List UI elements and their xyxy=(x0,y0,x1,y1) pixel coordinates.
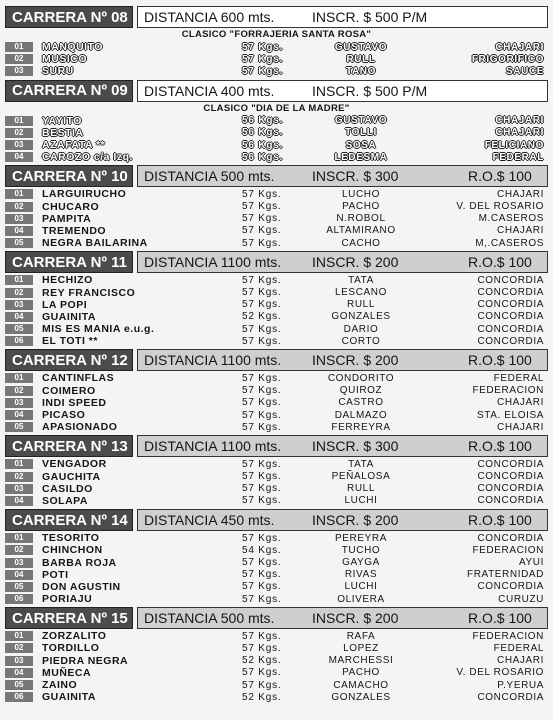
entry-row xyxy=(5,569,548,581)
horse-weight: 57 Kgs. xyxy=(242,225,282,237)
entry-number: 03 xyxy=(5,398,33,408)
horse-origin: M.CASEROS xyxy=(478,213,544,225)
entry-number: 03 xyxy=(5,66,33,76)
entry-number: 03 xyxy=(5,484,33,494)
horse-origin: CONCORDIA xyxy=(477,299,544,311)
entry-row xyxy=(5,397,548,409)
entry-row xyxy=(5,655,548,667)
race-subtitle: CLASICO "DIA DE LA MADRE" xyxy=(203,102,350,114)
horse-origin: FRIGORIFICO xyxy=(471,53,544,65)
horse-origin: CONCORDIA xyxy=(477,287,544,299)
entry-number: 03 xyxy=(5,656,33,666)
horse-origin: CHAJARI xyxy=(495,41,544,53)
jockey-name: ALTAMIRANO xyxy=(326,225,396,237)
race-ro: R.O.$ 100 xyxy=(468,512,532,529)
entry-number: 01 xyxy=(5,116,33,126)
entry-row xyxy=(5,201,548,213)
horse-origin: CONCORDIA xyxy=(477,691,544,703)
entry-number: 01 xyxy=(5,631,33,641)
horse-name: PIEDRA NEGRA xyxy=(42,654,129,667)
entry-row xyxy=(5,286,548,298)
entry-number: 03 xyxy=(5,558,33,568)
horse-origin: FELICIANO xyxy=(484,139,544,151)
horse-name: SURU xyxy=(42,65,74,78)
horse-weight: 57 Kgs. xyxy=(242,274,282,286)
race-block xyxy=(5,349,548,433)
horse-weight: 57 Kgs. xyxy=(242,483,282,495)
horse-name: EL TOTI ** xyxy=(42,335,98,348)
entry-row xyxy=(5,593,548,605)
entry-row xyxy=(5,139,548,151)
entry-number: 04 xyxy=(5,152,33,162)
horse-name: APASIONADO xyxy=(42,421,118,434)
entry-number: 04 xyxy=(5,312,33,322)
jockey-name: GAYGA xyxy=(342,557,380,569)
entry-number: 04 xyxy=(5,668,33,678)
race-inscription: INSCR. $ 300 xyxy=(312,438,399,455)
entry-number: 02 xyxy=(5,202,33,212)
horse-origin: FEDERACION xyxy=(472,630,544,642)
entry-number: 04 xyxy=(5,226,33,236)
race-inscription: INSCR. $ 500 P/M xyxy=(312,9,428,25)
entry-row xyxy=(5,115,548,127)
horse-origin: CHAJARI xyxy=(497,225,544,237)
horse-weight: 57 Kgs. xyxy=(242,323,282,335)
horse-weight: 57 Kgs. xyxy=(242,287,282,299)
horse-name: DON AGUSTIN xyxy=(42,580,121,593)
horse-name: MUSICO xyxy=(42,53,87,66)
race-header xyxy=(5,80,548,102)
entry-number: 02 xyxy=(5,386,33,396)
jockey-name: FERREYRA xyxy=(331,421,391,433)
race-subtitle: CLASICO "FORRAJERIA SANTA ROSA" xyxy=(181,29,372,40)
horse-weight: 57 Kgs. xyxy=(242,581,282,593)
horse-origin: CONCORDIA xyxy=(477,311,544,323)
horse-name: AZAFATA ** xyxy=(42,139,106,152)
horse-name: SOLAPA xyxy=(42,494,88,507)
jockey-name: TANO xyxy=(346,65,376,77)
entry-number: 06 xyxy=(5,692,33,702)
race-number: CARRERA Nº 11 xyxy=(5,251,133,273)
horse-origin: CHAJARI xyxy=(495,127,544,139)
entry-row xyxy=(5,372,548,384)
horse-weight: 57 Kgs. xyxy=(242,409,282,421)
entry-number: 01 xyxy=(5,373,33,383)
horse-origin: STA. ELOISA xyxy=(477,409,544,421)
race-conditions xyxy=(137,435,548,457)
horse-weight: 57 Kgs. xyxy=(242,188,282,200)
horse-weight: 57 Kgs. xyxy=(242,299,282,311)
jockey-name: DALMAZO xyxy=(334,409,388,421)
jockey-name: RULL xyxy=(347,299,375,311)
race-block xyxy=(5,251,548,347)
horse-origin: P.YERUA xyxy=(497,679,544,691)
horse-name: COIMERO xyxy=(42,384,96,397)
race-ro: R.O.$ 100 xyxy=(468,168,532,185)
jockey-name: LEDESMA xyxy=(334,151,388,163)
jockey-name: RULL xyxy=(346,53,376,65)
entry-row xyxy=(5,556,548,568)
horse-name: PICASO xyxy=(42,409,86,422)
horse-weight: 57 Kgs. xyxy=(242,642,282,654)
race-distance: DISTANCIA 500 mts. xyxy=(144,168,275,185)
race-conditions xyxy=(137,165,548,187)
race-block xyxy=(5,80,548,164)
entry-number: 01 xyxy=(5,459,33,469)
race-number: CARRERA Nº 14 xyxy=(5,509,133,531)
jockey-name: LUCHI xyxy=(344,495,378,507)
horse-origin: CONCORDIA xyxy=(477,323,544,335)
horse-origin: CHAJARI xyxy=(497,655,544,667)
entry-number: 01 xyxy=(5,275,33,285)
entry-number: 05 xyxy=(5,422,33,432)
entry-row xyxy=(5,642,548,654)
horse-name: GUAINITA xyxy=(42,691,96,704)
horse-name: MANQUITO xyxy=(42,41,103,54)
horse-origin: CONCORDIA xyxy=(477,581,544,593)
horse-weight: 57 Kgs. xyxy=(242,557,282,569)
race-conditions xyxy=(137,80,548,102)
race-block xyxy=(5,435,548,507)
race-conditions xyxy=(137,607,548,629)
entry-row xyxy=(5,581,548,593)
entry-number: 06 xyxy=(5,336,33,346)
jockey-name: CAMACHO xyxy=(333,679,389,691)
entry-number: 02 xyxy=(5,288,33,298)
horse-origin: FEDERAL xyxy=(492,151,544,163)
race-distance: DISTANCIA 450 mts. xyxy=(144,512,275,529)
entry-number: 04 xyxy=(5,410,33,420)
horse-weight: 57 Kgs. xyxy=(242,679,282,691)
entry-number: 05 xyxy=(5,238,33,248)
horse-origin: V. DEL ROSARIO xyxy=(456,201,544,213)
horse-weight: 57 Kgs. xyxy=(242,421,282,433)
horse-weight: 57 Kgs. xyxy=(242,471,282,483)
race-number: CARRERA Nº 13 xyxy=(5,435,133,457)
horse-origin: CONCORDIA xyxy=(477,483,544,495)
jockey-name: TOLLI xyxy=(345,127,377,139)
race-header xyxy=(5,435,548,457)
race-header xyxy=(5,165,548,187)
horse-weight: 52 Kgs. xyxy=(242,655,282,667)
jockey-name: LUCHI xyxy=(344,581,378,593)
horse-name: CANTINFLAS xyxy=(42,372,115,385)
horse-weight: 57 Kgs. xyxy=(242,65,284,77)
entry-row xyxy=(5,679,548,691)
horse-weight: 57 Kgs. xyxy=(242,335,282,347)
horse-weight: 57 Kgs. xyxy=(242,385,282,397)
horse-name: CAROZO c/a Izq. xyxy=(42,151,133,164)
entry-row xyxy=(5,323,548,335)
jockey-name: RULL xyxy=(347,483,375,495)
entry-number: 01 xyxy=(5,189,33,199)
entry-row xyxy=(5,225,548,237)
entry-row xyxy=(5,127,548,139)
jockey-name: GUSTAVO xyxy=(334,115,388,127)
horse-weight: 57 Kgs. xyxy=(242,397,282,409)
horse-name: CASILDO xyxy=(42,482,93,495)
entry-row xyxy=(5,53,548,65)
entry-row xyxy=(5,458,548,470)
entry-number: 02 xyxy=(5,472,33,482)
jockey-name: LOPEZ xyxy=(343,642,379,654)
jockey-name: GUSTAVO xyxy=(334,41,388,53)
jockey-name: OLIVERA xyxy=(337,593,385,605)
jockey-name: TATA xyxy=(348,274,374,286)
entry-row xyxy=(5,544,548,556)
horse-name: POTI xyxy=(42,568,69,581)
entry-number: 03 xyxy=(5,300,33,310)
entry-row xyxy=(5,421,548,433)
horse-weight: 52 Kgs. xyxy=(242,311,282,323)
horse-name: ZORZALITO xyxy=(42,630,107,643)
race-block xyxy=(5,165,548,249)
entry-row xyxy=(5,188,548,200)
entry-number: 04 xyxy=(5,570,33,580)
horse-origin: CHAJARI xyxy=(497,188,544,200)
horse-name: TREMENDO xyxy=(42,224,107,237)
entry-row xyxy=(5,41,548,53)
entry-row xyxy=(5,151,548,163)
horse-weight: 57 Kgs. xyxy=(242,213,282,225)
jockey-name: TATA xyxy=(348,458,374,470)
jockey-name: CORTO xyxy=(341,335,381,347)
race-ro: R.O.$ 100 xyxy=(468,254,532,271)
race-block xyxy=(5,607,548,703)
entry-row xyxy=(5,65,548,77)
entry-row xyxy=(5,495,548,507)
race-inscription: INSCR. $ 500 P/M xyxy=(312,82,428,99)
jockey-name: MARCHESSI xyxy=(328,655,394,667)
entry-row xyxy=(5,335,548,347)
jockey-name: PACHO xyxy=(342,201,380,213)
race-distance: DISTANCIA 500 mts. xyxy=(144,610,275,627)
race-inscription: INSCR. $ 200 xyxy=(312,512,399,529)
horse-origin: CONCORDIA xyxy=(477,274,544,286)
horse-origin: SAUCE xyxy=(505,65,544,77)
entry-row xyxy=(5,237,548,249)
entry-row xyxy=(5,213,548,225)
race-block xyxy=(5,509,548,605)
horse-name: MIS ES MANIA e.u.g. xyxy=(42,323,155,336)
jockey-name: TUCHO xyxy=(341,544,381,556)
horse-weight: 57 Kgs. xyxy=(242,569,282,581)
race-ro: R.O.$ 100 xyxy=(468,352,532,369)
race-conditions xyxy=(137,251,548,273)
jockey-name: PEÑALOSA xyxy=(331,471,391,483)
entry-number: 03 xyxy=(5,140,33,150)
jockey-name: DARIO xyxy=(343,323,379,335)
entry-row xyxy=(5,691,548,703)
horse-weight: 54 Kgs. xyxy=(242,544,282,556)
jockey-name: N.ROBOL xyxy=(336,213,386,225)
horse-origin: CHAJARI xyxy=(497,421,544,433)
jockey-name: RAFA xyxy=(346,630,376,642)
horse-name: TORDILLO xyxy=(42,642,100,655)
horse-origin: FEDERAL xyxy=(493,372,544,384)
entry-row xyxy=(5,311,548,323)
horse-origin: CONCORDIA xyxy=(477,495,544,507)
horse-name: CHUCARO xyxy=(42,200,100,213)
jockey-name: QUIROZ xyxy=(339,385,383,397)
race-inscription: INSCR. $ 200 xyxy=(312,254,399,271)
horse-name: MUÑECA xyxy=(42,666,92,679)
race-header xyxy=(5,607,548,629)
horse-weight: 57 Kgs. xyxy=(242,630,282,642)
horse-origin: M,.CASEROS xyxy=(475,237,544,249)
horse-weight: 57 Kgs. xyxy=(242,41,284,53)
horse-name: INDI SPEED xyxy=(42,396,107,409)
race-ro: R.O.$ 100 xyxy=(468,438,532,455)
jockey-name: SOSA xyxy=(345,139,377,151)
entry-row xyxy=(5,483,548,495)
horse-origin: AYUI xyxy=(519,557,544,569)
horse-weight: 57 Kgs. xyxy=(242,201,282,213)
horse-origin: FEDERAL xyxy=(493,642,544,654)
horse-name: PORIAJU xyxy=(42,593,93,606)
race-distance: DISTANCIA 1100 mts. xyxy=(144,254,282,271)
race-inscription: INSCR. $ 200 xyxy=(312,352,399,369)
race-conditions xyxy=(137,509,548,531)
entry-number: 05 xyxy=(5,582,33,592)
race-number: CARRERA Nº 12 xyxy=(5,349,133,371)
entry-number: 03 xyxy=(5,214,33,224)
horse-name: LARGUIRUCHO xyxy=(42,188,127,201)
race-inscription: INSCR. $ 200 xyxy=(312,610,399,627)
entry-number: 02 xyxy=(5,128,33,138)
horse-origin: CHAJARI xyxy=(497,397,544,409)
jockey-name: CASTRO xyxy=(338,397,384,409)
horse-name: CHINCHON xyxy=(42,544,103,557)
horse-weight: 57 Kgs. xyxy=(242,458,282,470)
horse-name: LA POPI xyxy=(42,298,88,311)
entry-row xyxy=(5,630,548,642)
horse-origin: CONCORDIA xyxy=(477,458,544,470)
horse-weight: 57 Kgs. xyxy=(242,53,284,65)
entry-number: 05 xyxy=(5,680,33,690)
horse-name: YAYITO xyxy=(42,114,82,127)
race-header xyxy=(5,6,548,28)
race-distance: DISTANCIA 400 mts. xyxy=(144,82,275,99)
jockey-name: GONZALES xyxy=(331,691,391,703)
race-distance: DISTANCIA 1100 mts. xyxy=(144,438,282,455)
entry-row xyxy=(5,274,548,286)
race-block xyxy=(5,6,548,78)
race-number: CARRERA Nº 08 xyxy=(5,6,133,28)
race-distance: DISTANCIA 600 mts. xyxy=(144,9,275,25)
horse-name: BARBA ROJA xyxy=(42,556,117,569)
race-number: CARRERA Nº 10 xyxy=(5,165,133,187)
jockey-name: CACHO xyxy=(341,237,381,249)
entry-row xyxy=(5,409,548,421)
horse-origin: FRATERNIDAD xyxy=(467,569,544,581)
jockey-name: PACHO xyxy=(342,667,380,679)
race-header xyxy=(5,349,548,371)
race-inscription: INSCR. $ 300 xyxy=(312,168,399,185)
entry-number: 05 xyxy=(5,324,33,334)
horse-weight: 56 Kgs. xyxy=(242,127,284,139)
entry-row xyxy=(5,667,548,679)
horse-weight: 56 Kgs. xyxy=(242,139,284,151)
horse-origin: CHAJARI xyxy=(495,115,544,127)
horse-weight: 56 Kgs. xyxy=(242,115,284,127)
horse-origin: FEDERACION xyxy=(472,544,544,556)
horse-origin: CONCORDIA xyxy=(477,471,544,483)
race-header xyxy=(5,251,548,273)
horse-weight: 57 Kgs. xyxy=(242,667,282,679)
horse-name: TESORITO xyxy=(42,532,100,545)
horse-origin: FEDERACION xyxy=(472,385,544,397)
entry-row xyxy=(5,471,548,483)
horse-weight: 57 Kgs. xyxy=(242,237,282,249)
horse-weight: 52 Kgs. xyxy=(242,691,282,703)
horse-origin: CONCORDIA xyxy=(477,335,544,347)
horse-name: GAUCHITA xyxy=(42,470,101,483)
jockey-name: CONDORITO xyxy=(327,372,395,384)
jockey-name: LUCHO xyxy=(341,188,380,200)
jockey-name: RIVAS xyxy=(344,569,378,581)
entry-number: 02 xyxy=(5,545,33,555)
race-distance: DISTANCIA 1100 mts. xyxy=(144,352,282,369)
horse-weight: 57 Kgs. xyxy=(242,372,282,384)
horse-name: ZAINO xyxy=(42,679,78,692)
horse-weight: 57 Kgs. xyxy=(242,593,282,605)
horse-name: HECHIZO xyxy=(42,274,93,287)
horse-weight: 56 Kgs. xyxy=(242,151,284,163)
horse-name: NEGRA BAILARINA xyxy=(42,237,148,250)
entry-number: 06 xyxy=(5,594,33,604)
horse-origin: CURUZU xyxy=(498,593,544,605)
entry-number: 02 xyxy=(5,54,33,64)
jockey-name: PEREYRA xyxy=(335,532,387,544)
entry-number: 02 xyxy=(5,643,33,653)
jockey-name: LESCANO xyxy=(335,287,387,299)
horse-weight: 57 Kgs. xyxy=(242,532,282,544)
entry-number: 04 xyxy=(5,496,33,506)
horse-origin: V. DEL ROSARIO xyxy=(456,667,544,679)
race-header xyxy=(5,509,548,531)
race-ro: R.O.$ 100 xyxy=(468,610,532,627)
entry-row xyxy=(5,385,548,397)
race-number: CARRERA Nº 09 xyxy=(5,80,133,102)
jockey-name: GONZALES xyxy=(331,311,391,323)
horse-name: REY FRANCISCO xyxy=(42,286,136,299)
entry-row xyxy=(5,299,548,311)
race-conditions xyxy=(137,349,548,371)
horse-name: BESTIA xyxy=(42,126,84,139)
horse-origin: CONCORDIA xyxy=(477,532,544,544)
horse-name: PAMPITA xyxy=(42,212,92,225)
entry-number: 01 xyxy=(5,533,33,543)
horse-weight: 57 Kgs. xyxy=(242,495,282,507)
horse-name: GUAINITA xyxy=(42,310,96,323)
entry-row xyxy=(5,532,548,544)
race-conditions xyxy=(137,6,548,28)
horse-name: VENGADOR xyxy=(42,458,107,471)
entry-number: 01 xyxy=(5,42,33,52)
race-number: CARRERA Nº 15 xyxy=(5,607,133,629)
